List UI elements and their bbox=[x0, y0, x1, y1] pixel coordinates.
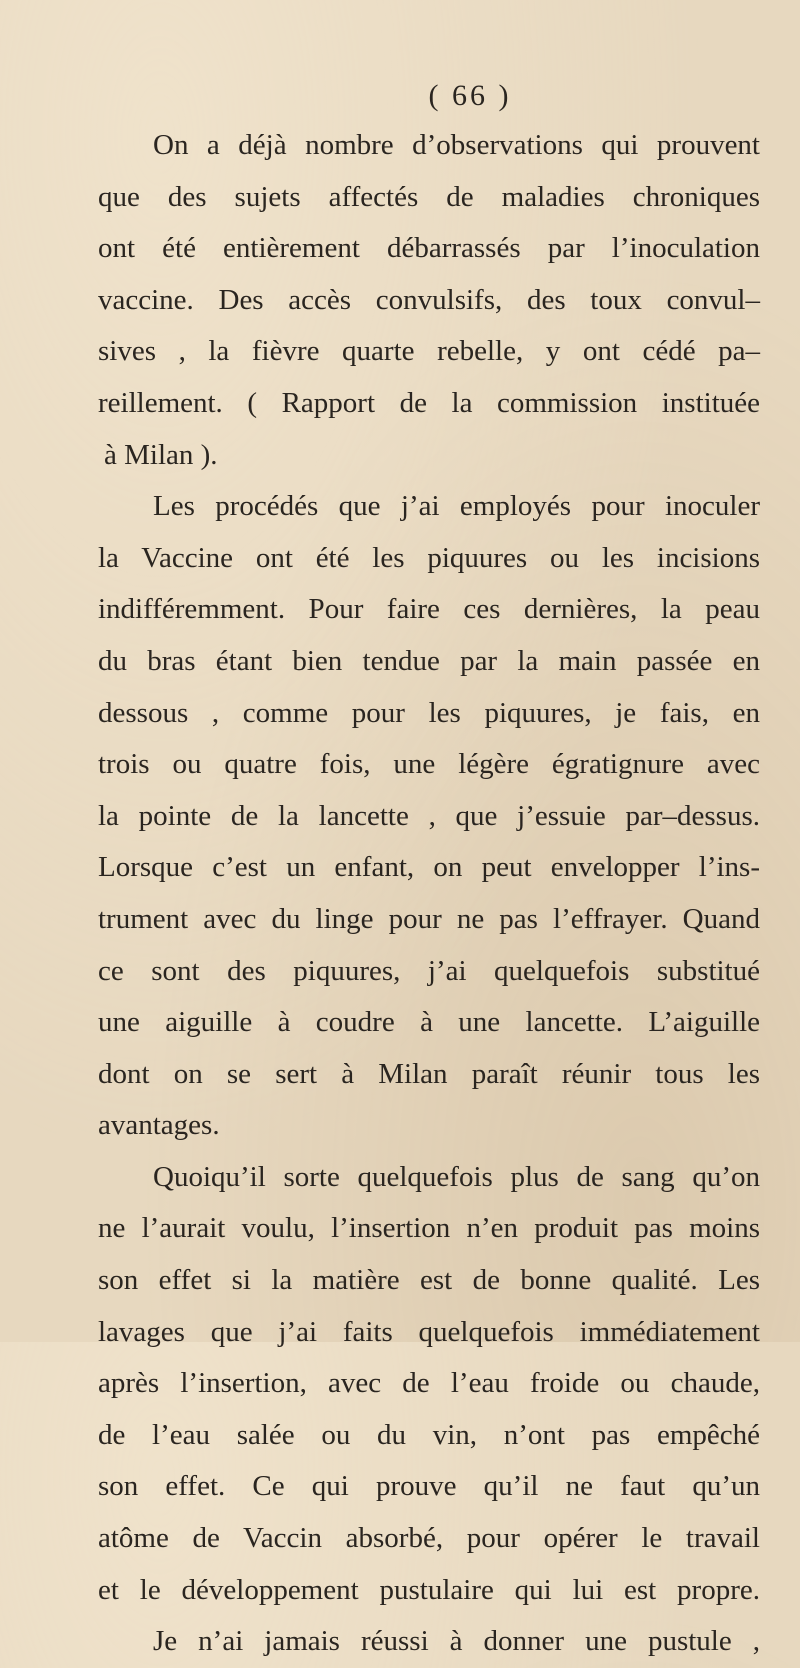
text-line: avantages. bbox=[98, 1109, 220, 1142]
text-line: ont été entièrement débarrassés par l’inoculation bbox=[98, 232, 760, 265]
text-line: dessous , comme pour les piquures, je fais, en bbox=[98, 696, 760, 729]
paragraph-3 bbox=[98, 1152, 760, 1616]
text-line: son effet si la matière est de bonne qualité. Les bbox=[98, 1264, 760, 1297]
text-line: Les procédés que j’ai employés pour inoculer bbox=[153, 490, 760, 523]
body-text bbox=[98, 120, 760, 1668]
text-line: après l’insertion, avec de l’eau froide ou chaude, bbox=[98, 1367, 760, 1400]
text-line: Lorsque c’est un enfant, on peut envelopper l’ins- bbox=[98, 851, 760, 884]
text-line: trois ou quatre fois, une légère égratignure avec bbox=[98, 748, 760, 781]
text-line: Quoiqu’il sorte quelquefois plus de sang qu’on bbox=[153, 1160, 760, 1193]
paragraph-2 bbox=[98, 481, 760, 1152]
text-line: que des sujets affectés de maladies chroniques bbox=[98, 180, 760, 213]
paragraph-1 bbox=[98, 120, 760, 481]
text-line: atôme de Vaccin absorbé, pour opérer le travail bbox=[98, 1522, 760, 1555]
text-line: reillement. ( Rapport de la commission instituée bbox=[98, 386, 760, 419]
text-line: ce sont des piquures, j’ai quelquefois substitué bbox=[98, 954, 760, 987]
text-line: et le développement pustulaire qui lui est propre. bbox=[98, 1573, 760, 1606]
text-line: la pointe de la lancette , que j’essuie par–dessus. bbox=[98, 799, 760, 832]
page-number: ( 66 ) bbox=[428, 79, 512, 112]
text-line: lavages que j’ai faits quelquefois immédiatement bbox=[98, 1315, 760, 1348]
text-line: trument avec du linge pour ne pas l’effrayer. Quand bbox=[98, 902, 760, 935]
text-line: du bras étant bien tendue par la main passée en bbox=[98, 644, 760, 677]
paragraph-4 bbox=[98, 1616, 760, 1668]
text-line: son effet. Ce qui prouve qu’il ne faut qu’un bbox=[98, 1470, 760, 1503]
text-line: de l’eau salée ou du vin, n’ont pas empêché bbox=[98, 1418, 760, 1451]
text-line: la Vaccine ont été les piquures ou les incisions bbox=[98, 541, 760, 574]
text-line: On a déjà nombre d’observations qui prouvent bbox=[153, 129, 760, 161]
text-line: vaccine. Des accès convulsifs, des toux convul– bbox=[98, 283, 760, 316]
text-line: à Milan ). bbox=[104, 438, 218, 471]
text-line: ne l’aurait voulu, l’insertion n’en produit pas moins bbox=[98, 1212, 760, 1245]
text-line: indifféremment. Pour faire ces dernières, la peau bbox=[98, 593, 760, 626]
text-line: Je n’ai jamais réussi à donner une pustule , bbox=[153, 1625, 760, 1658]
text-line: dont on se sert à Milan paraît réunir tous les bbox=[98, 1057, 760, 1090]
text-line: une aiguille à coudre à une lancette. L’aiguille bbox=[98, 1006, 760, 1039]
text-line: sives , la fièvre quarte rebelle, y ont cédé pa– bbox=[98, 335, 760, 368]
